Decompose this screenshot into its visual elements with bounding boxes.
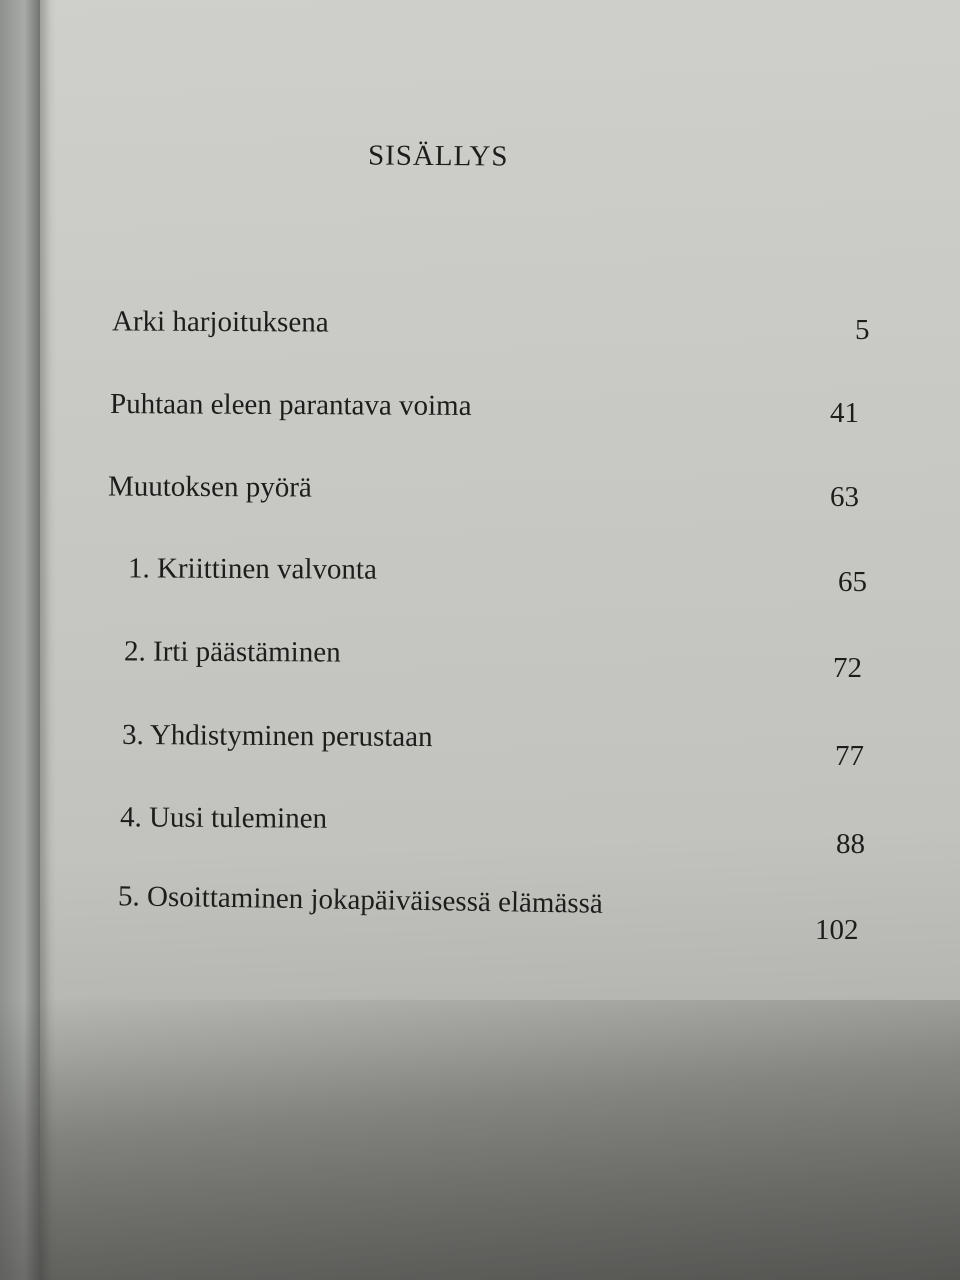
- toc-title: SISÄLLYS: [367, 139, 509, 173]
- toc-entry-label: 3. Yhdistyminen perustaan: [121, 718, 433, 754]
- toc-entry-label: 4. Uusi tuleminen: [119, 801, 328, 835]
- toc-entry-label: Muutoksen pyörä: [107, 470, 312, 504]
- toc-entry-page: 63: [830, 481, 859, 513]
- toc-entry-page: 102: [815, 914, 859, 946]
- toc-entry-page: 77: [835, 740, 864, 772]
- toc-entry-label: 1. Kriittinen valvonta: [127, 552, 377, 586]
- toc-entry-page: 65: [838, 566, 867, 598]
- toc-entry-page: 88: [836, 828, 865, 860]
- toc-entry-label: 5. Osoittaminen jokapäiväisessä elämässä: [117, 880, 604, 920]
- toc-entry-label: 2. Irti päästäminen: [123, 635, 341, 669]
- toc-entry-page: 72: [833, 652, 862, 684]
- toc-entry-page: 41: [830, 397, 859, 429]
- toc-entry-label: Puhtaan eleen parantava voima: [109, 388, 472, 422]
- toc-entry-page: 5: [855, 314, 870, 346]
- toc-entry-label: Arki harjoituksena: [111, 305, 329, 339]
